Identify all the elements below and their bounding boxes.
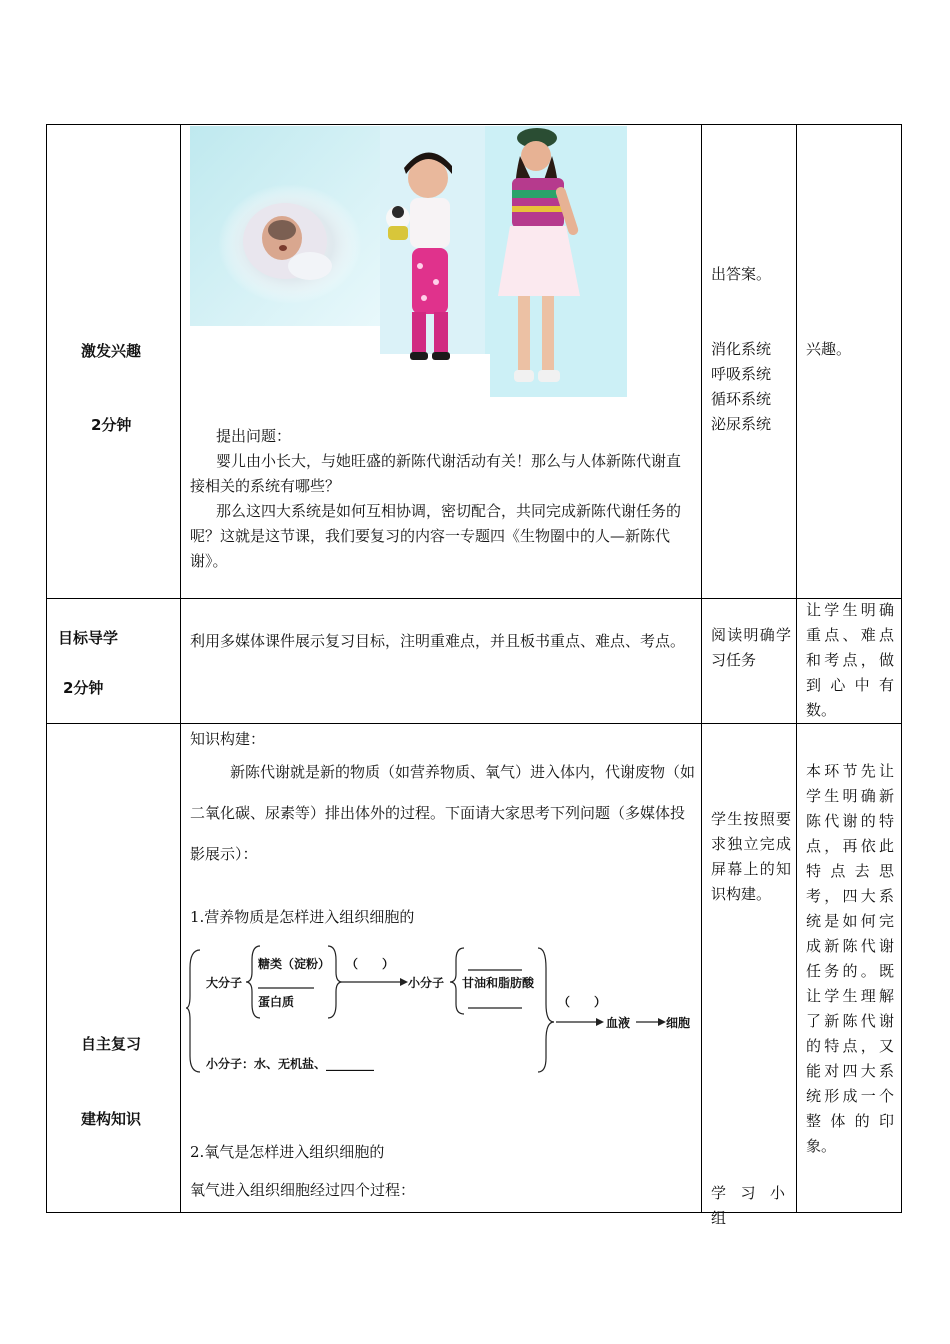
col-border-2 [701,124,702,1213]
paren-2: （ ） [558,995,607,1009]
row1-paragraph-1: 婴儿由小长大，与她旺盛的新陈代谢活动有关！那么与人体新陈代谢直接相关的系统有哪些？ [190,452,682,495]
small-molecule-list: 小分子：水、无机盐、________ [206,1057,375,1071]
knowledge-intro: 新陈代谢就是新的物质（如营养物质、氧气）进入体内，代谢废物（如二氧化碳、尿素等）排出体外的过程。下面请大家思考下列问题（多媒体投影展示）： [190,763,696,863]
paren-1: （ ） [346,957,395,971]
row1-student-activity [711,262,791,437]
small-molecule-arrow-label: 小分子 [408,976,445,990]
growth-photo [190,126,627,397]
row3-label-1: 自主复习 [81,1035,142,1053]
cell-label: 细胞 [666,1016,691,1030]
col-border-left [46,124,47,1213]
row3-student-activity: 学生按照要求独立完成屏幕上的知识构建。 [711,810,791,903]
row3-label-2: 建构知识 [81,1110,142,1128]
row1-paragraph-2: 那么这四大系统是如何互相协调，密切配合，共同完成新陈代谢任务的呢？这就是这节课，我们要复习的内容一专题四《生物圈中的人—新陈代谢》。 [190,502,682,570]
table-top-border [46,124,902,125]
question-2: 2.氧气是怎样进入组织细胞的 [190,1143,385,1161]
question-1: 1.营养物质是怎样进入组织细胞的 [190,908,415,926]
row3-student-extra: 学习小组 [711,1184,791,1227]
student-line: 消化系统 [711,340,772,358]
row2-student-activity: 阅读明确学习任务 [711,626,791,669]
row2-bottom-border [46,723,902,724]
student-line: 循环系统 [711,390,772,408]
row2-content: 利用多媒体课件展示复习目标，注明重难点，并且板书重点、难点、考点。 [190,632,686,650]
row1-time: 2分钟 [91,416,132,434]
row2-time: 2分钟 [63,679,104,697]
blood-label: 血液 [606,1016,631,1030]
knowledge-heading: 知识构建： [190,730,266,748]
protein-label: 蛋白质 [258,995,295,1009]
col-border-1 [180,124,181,1213]
row1-bottom-border [46,598,902,599]
row3-purpose: 本环节先让学生明确新陈代谢的特点，再依此特点去思考，四大系统是如何完成新陈代谢任务的。既让学生理解了新陈代谢的特点，又能对四大系统形成一个整体的印象。 [806,762,894,1155]
col-border-right [901,124,902,1213]
row1-label: 激发兴趣 [81,342,142,360]
student-line: 泌尿系统 [711,415,772,433]
student-line [711,287,791,337]
question-2-text: 氧气进入组织细胞经过四个过程： [190,1181,416,1199]
prompt-heading: 提出问题： [216,427,292,445]
row1-purpose: 兴趣。 [806,340,852,358]
big-molecule-label: 大分子 [206,976,243,990]
student-line: 呼吸系统 [711,365,772,383]
col-border-3 [796,124,797,1213]
fat-products-label: 甘油和脂肪酸 [462,976,535,990]
sugar-label: 糖类（淀粉） [258,957,331,971]
digestion-diagram [186,938,696,1078]
student-line: 出答案。 [711,265,772,283]
row2-label: 目标导学 [58,629,119,647]
row1-content [190,424,695,574]
row2-purpose: 让学生明确重点、难点和考点，做到心中有数。 [806,601,894,719]
